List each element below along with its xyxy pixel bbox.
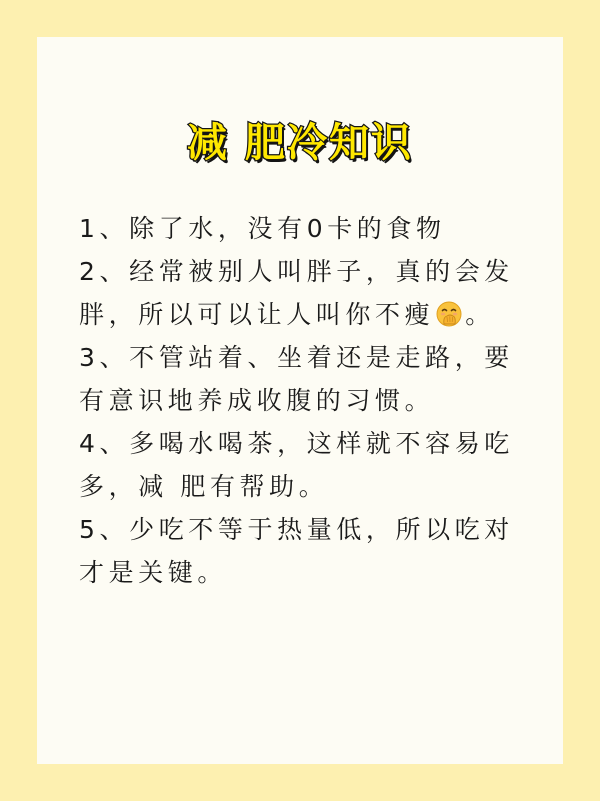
tip-text: 1、除了水，没有0卡的食物 (79, 214, 446, 243)
tip-tail: 。 (465, 300, 495, 329)
tip-text: 4、多喝水喝茶，这样就不容易吃多，减 肥有帮助。 (79, 429, 514, 501)
tip-text: 2、经常被别人叫胖子，真的会发胖，所以可以让人叫你不瘦 (79, 257, 514, 329)
page-title: 减 肥冷知识 (187, 120, 413, 166)
tip-item-2 (79, 250, 541, 336)
tips-list (79, 207, 541, 594)
tip-item-5 (79, 508, 541, 594)
hand-over-mouth-face-emoji-icon (436, 301, 462, 327)
content-card (37, 37, 563, 764)
tip-item-3 (79, 336, 541, 422)
tip-item-1 (79, 207, 541, 250)
tip-item-4 (79, 422, 541, 508)
tip-text: 3、不管站着、坐着还是走路，要有意识地养成收腹的习惯。 (79, 343, 514, 415)
tip-text: 5、少吃不等于热量低，所以吃对才是关键。 (79, 515, 514, 587)
